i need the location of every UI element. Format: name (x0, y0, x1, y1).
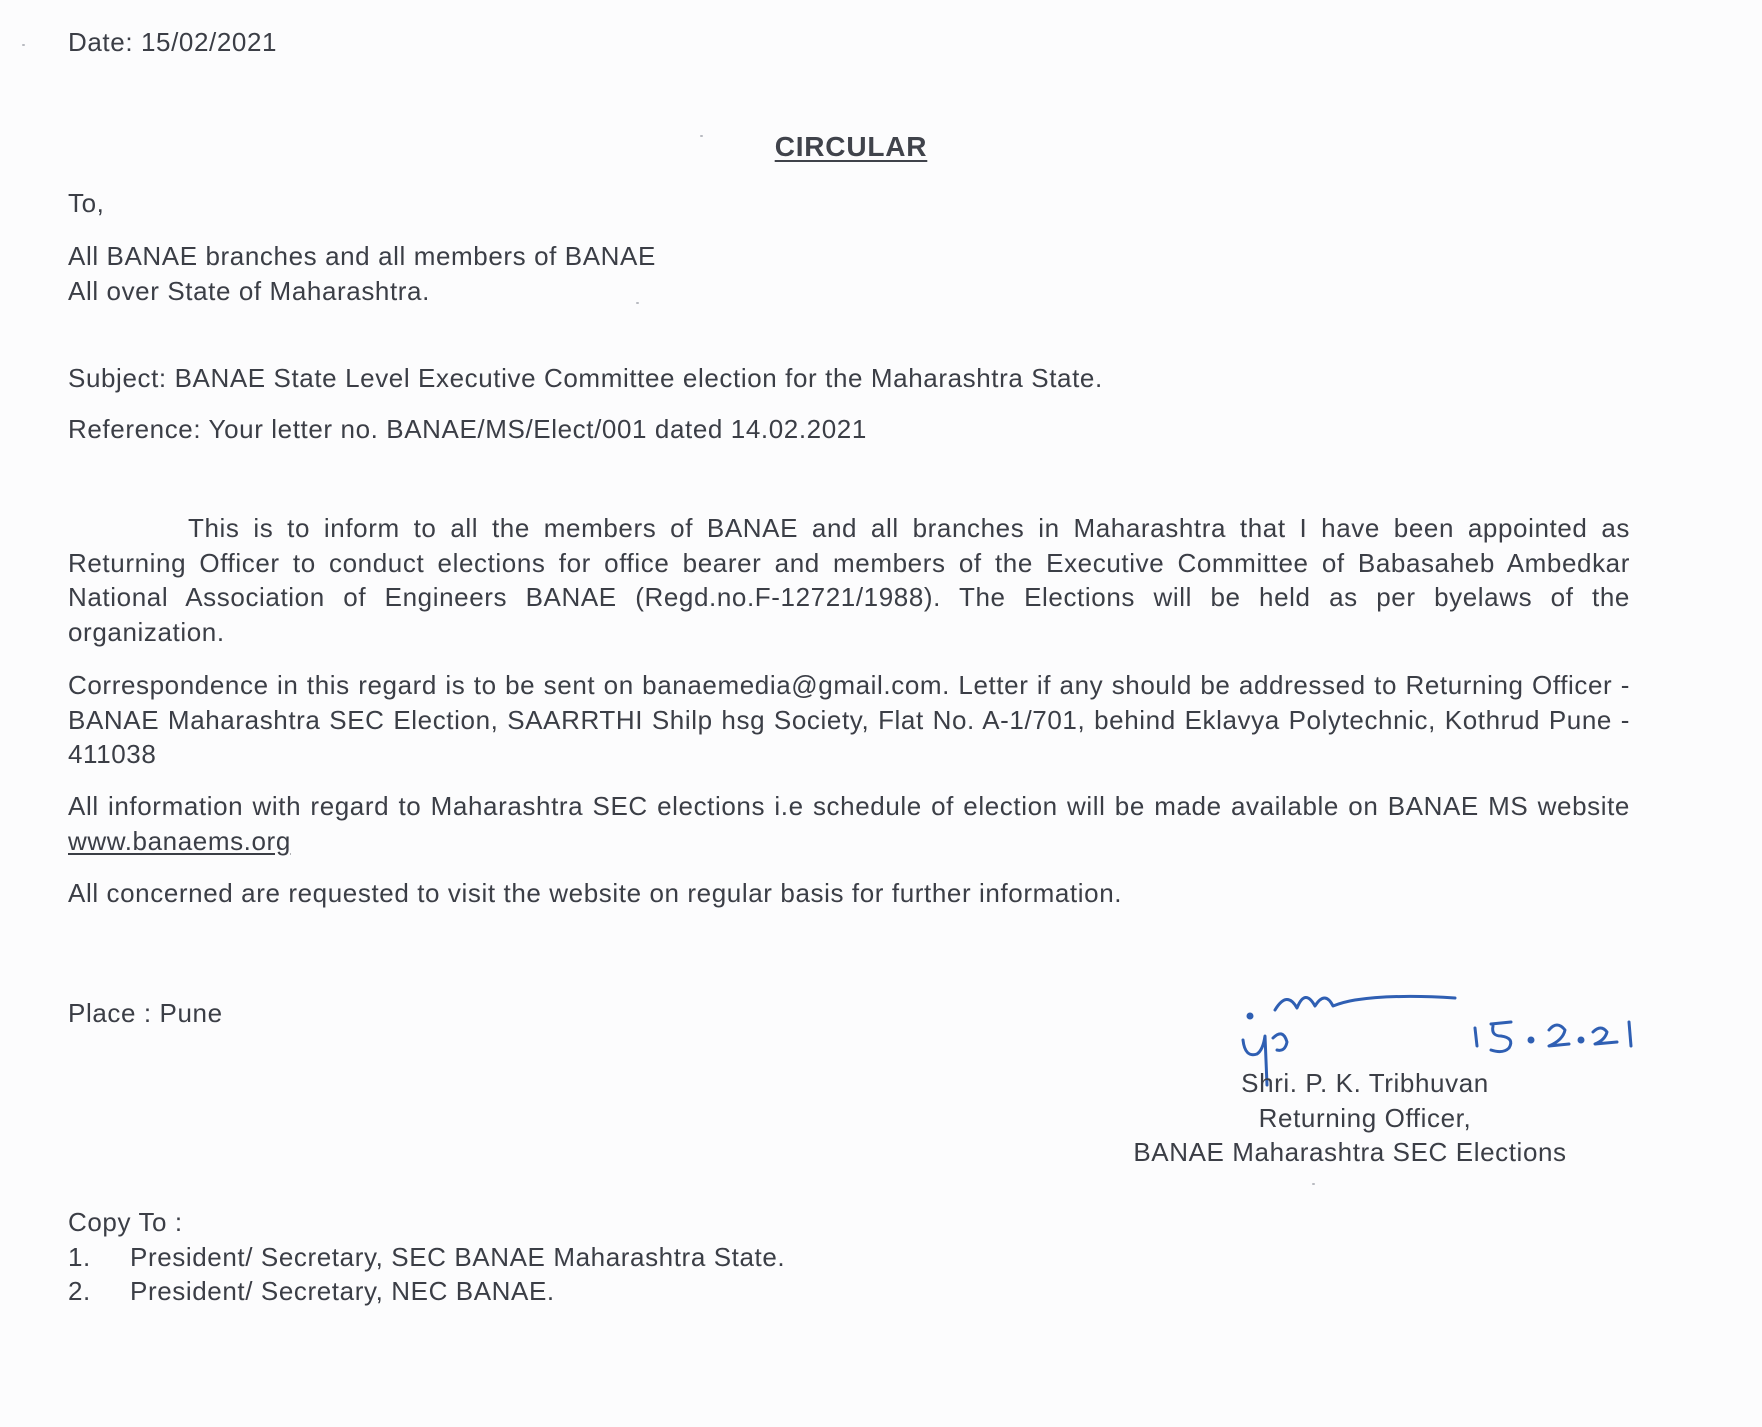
copy-to-item-number: 1. (68, 1241, 91, 1272)
place-line: Place : Pune (68, 998, 223, 1028)
signatory-name: Shri. P. K. Tribhuvan (1241, 1068, 1489, 1098)
signature-block (1060, 1066, 1640, 1170)
addressee-line-2: All over State of Maharashtra. (68, 276, 430, 306)
scan-speck (700, 135, 703, 137)
document-title: CIRCULAR (774, 131, 928, 162)
paragraph-3-text: All information with regard to Maharashtra SEC elections i.e schedule of election will be made available on BANAE MS website (68, 791, 1630, 821)
body-paragraph-1: This is to inform to all the members of BANAE and all branches in Maharashtra that I have been appointed as Returning Officer to conduct elections for office bearer and members of the Executive Committee of Babasaheb Ambedkar National Association of Engineers BANAE (Regd.no.F-12721/1988). The Elections will be held as per byelaws of the organization. (68, 513, 1630, 647)
body-paragraph-2: Correspondence in this regard is to be sent on banaemedia@gmail.com. Letter if any should be addressed to Returning Officer - BANAE Maharashtra SEC Election, SAARRTHI Shilp hsg Society, Flat No. A-1/701, behind Eklavya Polytechnic, Kothrud Pune - 411038 (68, 670, 1630, 769)
scan-speck (636, 302, 639, 304)
body-paragraph-3 (68, 789, 1630, 858)
salutation: To, (68, 188, 105, 218)
copy-to-item (68, 1274, 785, 1309)
website-link[interactable]: www.banaems.org (68, 825, 291, 856)
copy-to-section (68, 1205, 785, 1309)
subject-line: Subject: BANAE State Level Executive Committee election for the Maharashtra State. (68, 363, 1103, 393)
copy-to-item-number: 2. (68, 1276, 91, 1306)
signatory-organization: BANAE Maharashtra SEC Elections (1133, 1137, 1567, 1167)
date-line: Date: 15/02/2021 (68, 27, 278, 57)
scan-speck (1312, 1183, 1315, 1185)
copy-to-label: Copy To : (68, 1207, 183, 1237)
copy-to-item-text: President/ Secretary, NEC BANAE. (130, 1276, 555, 1306)
body-paragraph-4: All concerned are requested to visit the website on regular basis for further information. (68, 878, 1123, 908)
reference-line: Reference: Your letter no. BANAE/MS/Elect/001 dated 14.02.2021 (68, 414, 867, 444)
copy-to-item-text: President/ Secretary, SEC BANAE Maharashtra State. (130, 1241, 786, 1272)
addressee-line-1: All BANAE branches and all members of BANAE (68, 241, 656, 271)
copy-to-item (68, 1240, 785, 1275)
signatory-designation: Returning Officer, (1258, 1102, 1472, 1133)
scan-speck (22, 44, 25, 46)
